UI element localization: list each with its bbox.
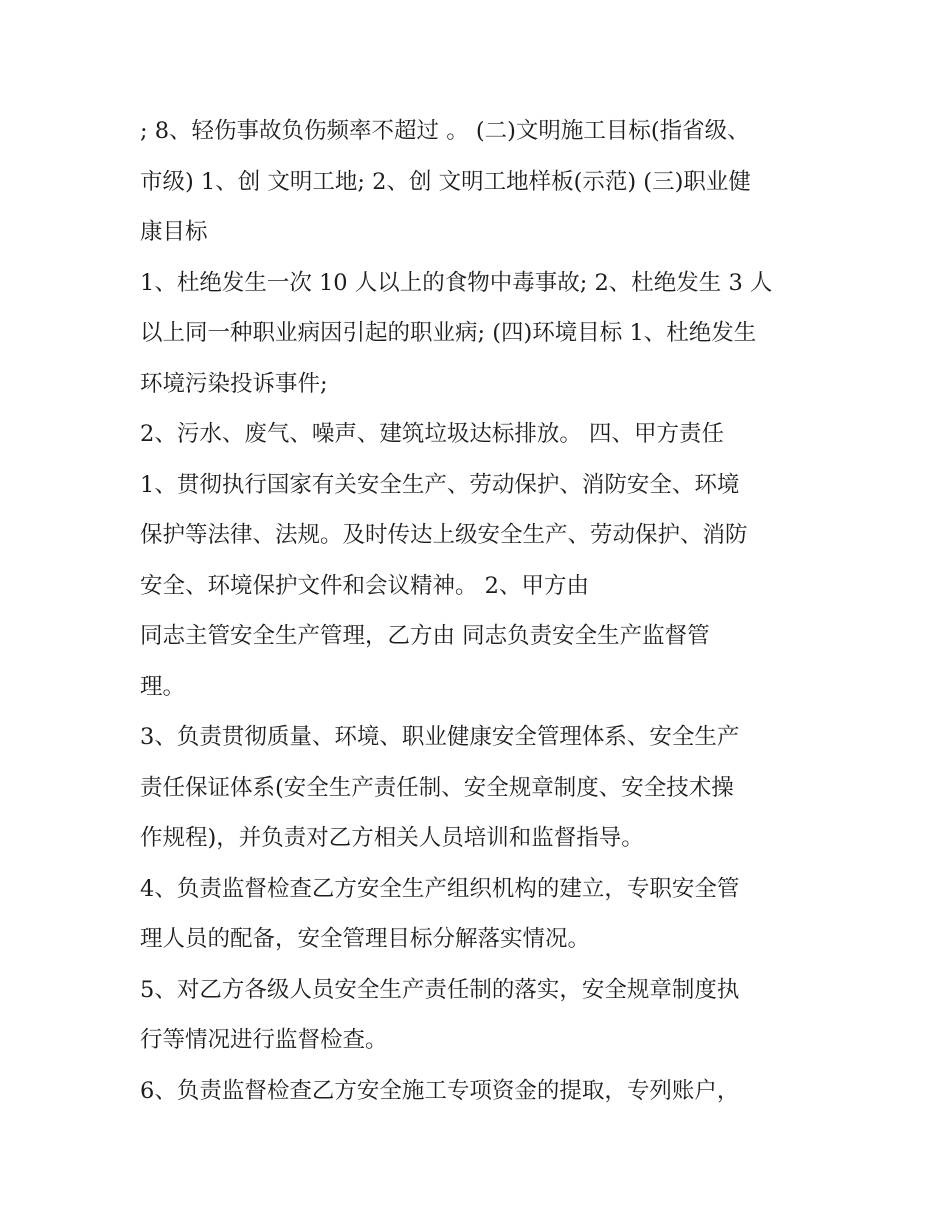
- text-line: 市级) 1、创 文明工地; 2、创 文明工地样板(示范) (三)职业健: [140, 168, 751, 195]
- text-line: 责任保证体系(安全生产责任制、安全规章制度、安全技术操: [140, 774, 734, 801]
- paragraph-party-a-item-6: [140, 1066, 820, 1117]
- text-line: 理人员的配备，安全管理目标分解落实情况。: [140, 926, 591, 952]
- text-line: 6、负责监督检查乙方安全施工专项资金的提取，专列账户，: [140, 1077, 740, 1104]
- text-line: 5、对乙方各级人员安全生产责任制的落实，安全规章制度执: [140, 976, 740, 1003]
- paragraph-party-a-item-4: [140, 864, 820, 965]
- text-line: ; 8、轻伤事故负伤频率不超过 。 (二)文明施工目标(指省级、: [140, 118, 750, 144]
- paragraph-goals-health-environment: [140, 258, 820, 410]
- text-line: 4、负责监督检查乙方安全生产组织机构的建立，专职安全管: [140, 875, 740, 902]
- text-line: 行等情况进行监督检查。: [140, 1027, 388, 1053]
- text-line: 以上同一种职业病因引起的职业病; (四)环境目标 1、杜绝发生: [140, 320, 757, 346]
- paragraph-goals-civilized-construction: [140, 106, 820, 258]
- document-page: [140, 106, 820, 1116]
- text-line: 1、杜绝发生一次 10 人以上的食物中毒事故; 2、杜绝发生 3 人: [140, 269, 773, 296]
- paragraph-party-a-item-3: [140, 712, 820, 864]
- text-line: 环境污染投诉事件;: [140, 370, 328, 397]
- text-line: 3、负责贯彻质量、环境、职业健康安全管理体系、安全生产: [140, 724, 740, 750]
- paragraph-party-a-item-2: [140, 611, 820, 712]
- text-line: 保护等法律、法规。及时传达上级安全生产、劳动保护、消防: [140, 522, 748, 548]
- text-line: 2、污水、废气、噪声、建筑垃圾达标排放。 四、甲方责任: [140, 421, 724, 447]
- text-line: 安全、环境保护文件和会议精神。 2、甲方由: [140, 572, 589, 599]
- text-line: 作规程)，并负责对乙方相关人员培训和监督指导。: [140, 825, 644, 851]
- text-line: 康目标: [140, 219, 208, 245]
- paragraph-party-a-item-5: [140, 965, 820, 1066]
- paragraph-party-a-item-1: [140, 460, 820, 612]
- text-line: 同志主管安全生产管理，乙方由 同志负责安全生产监督管: [140, 623, 710, 649]
- text-line: 理。: [140, 673, 186, 700]
- text-line: 1、贯彻执行国家有关安全生产、劳动保护、消防安全、环境: [140, 471, 740, 498]
- paragraph-emission-standards: [140, 409, 820, 460]
